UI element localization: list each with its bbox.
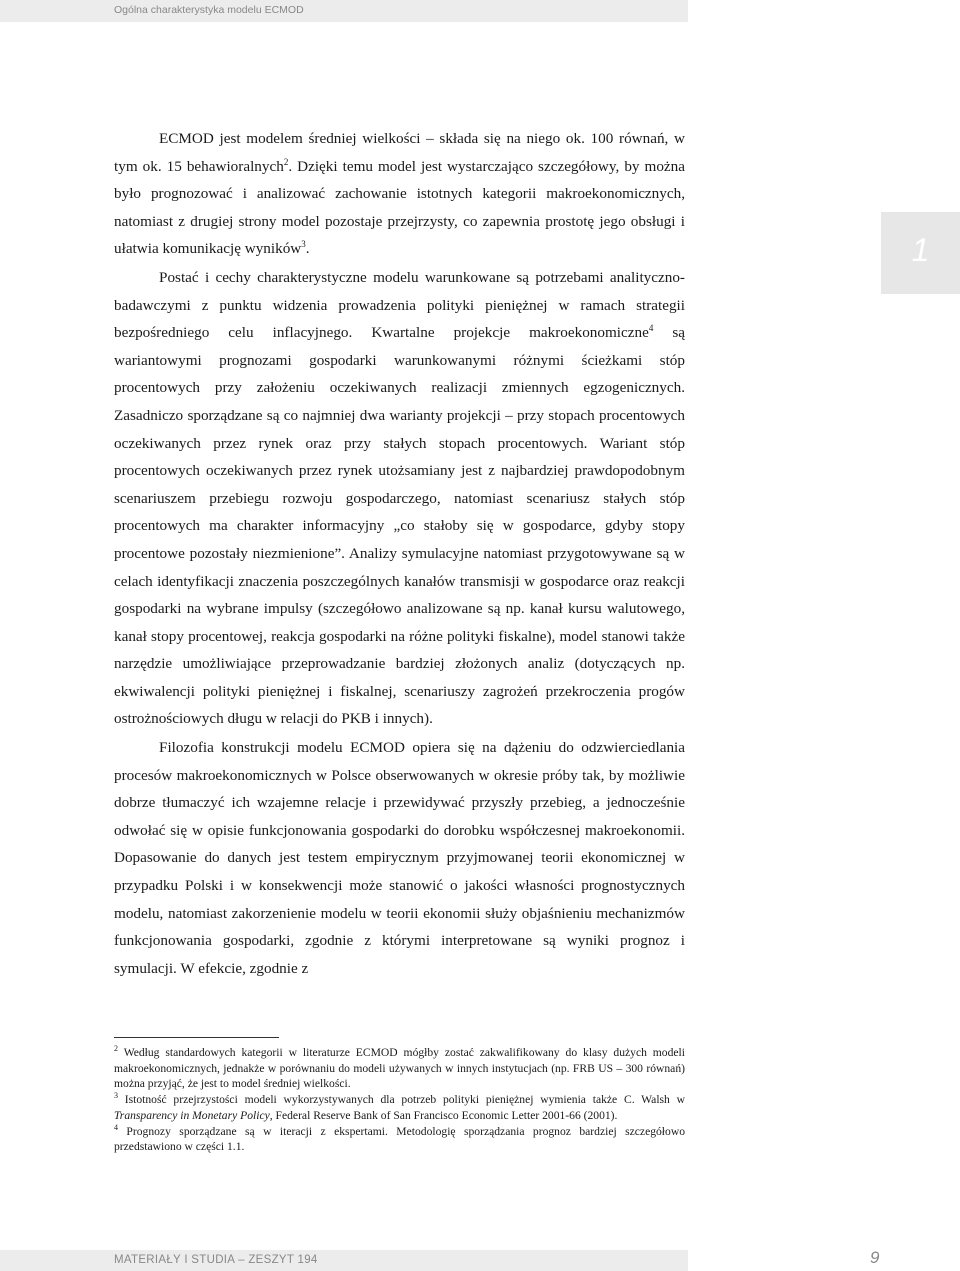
paragraph-1-text-a: ECMOD jest modelem średniej wielkości – składa się na niego ok. 100 równań, w tym ok. 15 behawioralnych: [114, 130, 685, 175]
paragraph-1-text-b: . Dzięki temu model jest wystarczająco szczegółowy, by można było prognozować i analizować zachowanie istotnych kategorii makroekonomicznych, natomiast z drugiej strony model pozostaje przejrzysty, co zapewnia prostotę jego obsługi i ułatwia komunikację wyników: [114, 157, 685, 258]
chapter-tab: [881, 212, 960, 294]
footnote-mark: 3: [114, 1091, 118, 1101]
footnote-ref-3: 3: [301, 239, 306, 250]
footnote-text: , Federal Reserve Bank of San Francisco Economic Letter 2001-66 (2001).: [269, 1108, 618, 1122]
footnote-mark: 2: [114, 1044, 118, 1053]
footnote-text: Istotność przejrzystości modeli wykorzystywanych dla potrzeb polityki pieniężnej wymienia także C. Walsh w: [118, 1093, 685, 1107]
footnote-text: Prognozy sporządzane są w iteracji z ekspertami. Metodologię sporządzania prognoz bardziej szczegółowo przedstawiono w części 1.1.: [114, 1124, 685, 1154]
paragraph-1-text-c: .: [305, 240, 310, 258]
footnotes: [114, 1045, 685, 1155]
footnote-separator: [114, 1037, 279, 1038]
paragraph-2: [114, 264, 685, 733]
footnote-ref-2: 2: [283, 156, 289, 167]
footnote-text: Według standardowych kategorii w literaturze ECMOD mógłby zostać zakwalifikowany do klasy dużych modeli makroekonomicznych, jednakże w porównaniu do modeli używanych w innych instytucjach (np. FRB US – 300 równań) można przyjąć, że jest to model średniej wielkości.: [114, 1046, 685, 1091]
running-title: Ogólna charakterystyka modelu ECMOD: [114, 4, 304, 16]
footnote-4: [114, 1124, 685, 1155]
cited-title: Transparency in Monetary Policy: [114, 1108, 270, 1122]
footnote-mark: 4: [114, 1122, 118, 1132]
chapter-number: 1: [911, 232, 930, 268]
footnote-ref-4: 4: [648, 323, 654, 334]
publication-title: MATERIAŁY I STUDIA – ZESZYT 194: [114, 1254, 318, 1266]
running-header: [0, 0, 688, 22]
footnote-3: [114, 1092, 685, 1123]
paragraph-1: [114, 125, 685, 263]
main-text: [114, 125, 685, 982]
running-footer: [0, 1250, 688, 1271]
paragraph-2-text-a: Postać i cechy charakterystyczne modelu warunkowane są potrzebami analityczno-badawczymi z punktu widzenia prowadzenia polityki pieniężnej w ramach strategii bezpośredniego celu inflacyjnego. Kwartalne projekcje makroekonomiczne: [114, 268, 685, 342]
footnote-2: [114, 1045, 685, 1092]
page-number: 9: [870, 1248, 880, 1267]
paragraph-2-text-b: są wariantowymi prognozami gospodarki warunkowanymi różnymi ścieżkami stóp procentowych przy założeniu oczekiwanych realizacji zmiennych egzogenicznych. Zasadniczo sporządzane są co najmniej dwa warianty projekcji – przy stopach procentowych oczekiwanych przez rynek oraz przy stałych stopach procentowych. Wariant stóp procentowych oczekiwanych przez rynek utożsamiany jest z najbardziej prawdopodobnym scenariuszem przebiegu rozwoju gospodarczego, natomiast scenariusz stałych stóp procentowych ma charakter informacyjny „co stałoby się w gospodarce, gdyby stopy procentowe pozostały niezmienione”. Analizy symulacyjne natomiast przygotowywane są w celach identyfikacji znaczenia poszczególnych kanałów transmisji w gospodarce oraz reakcji gospodarki na wybrane impulsy (szczegółowo analizowane są np. kanał kursu walutowego, kanał stopy procentowej, reakcja gospodarki na różne polityki fiskalne), model stanowi także narzędzie umożliwiające przeprowadzanie bardziej złożonych analiz (dotyczących np. ekwiwalencji polityki pieniężnej i fiskalnej, scenariuszy zagrożeń przekroczenia progów ostrożnościowych długu w relacji do PKB i innych).: [114, 324, 685, 728]
paragraph-3: Filozofia konstrukcji modelu ECMOD opiera się na dążeniu do odzwierciedlania procesów makroekonomicznych w Polsce obserwowanych w okresie próby tak, by możliwie dobrze tłumaczyć ich wzajemne relacje i przewidywać przyszły przebieg, a jednocześnie odwołać się w opisie funkcjonowania gospodarki do dorobku współczesnej makroekonomii. Dopasowanie do danych jest testem empirycznym przyjmowanej teorii ekonomicznej w przypadku Polski i w konsekwencji może stanowić o jakości własności prognostycznych modelu, natomiast zakorzenienie modelu w teorii ekonomii służy objaśnieniu mechanizmów funkcjonowania gospodarki, zgodnie z którymi interpretowane są wyniki prognoz i symulacji. W efekcie, zgodnie z: [114, 739, 685, 977]
